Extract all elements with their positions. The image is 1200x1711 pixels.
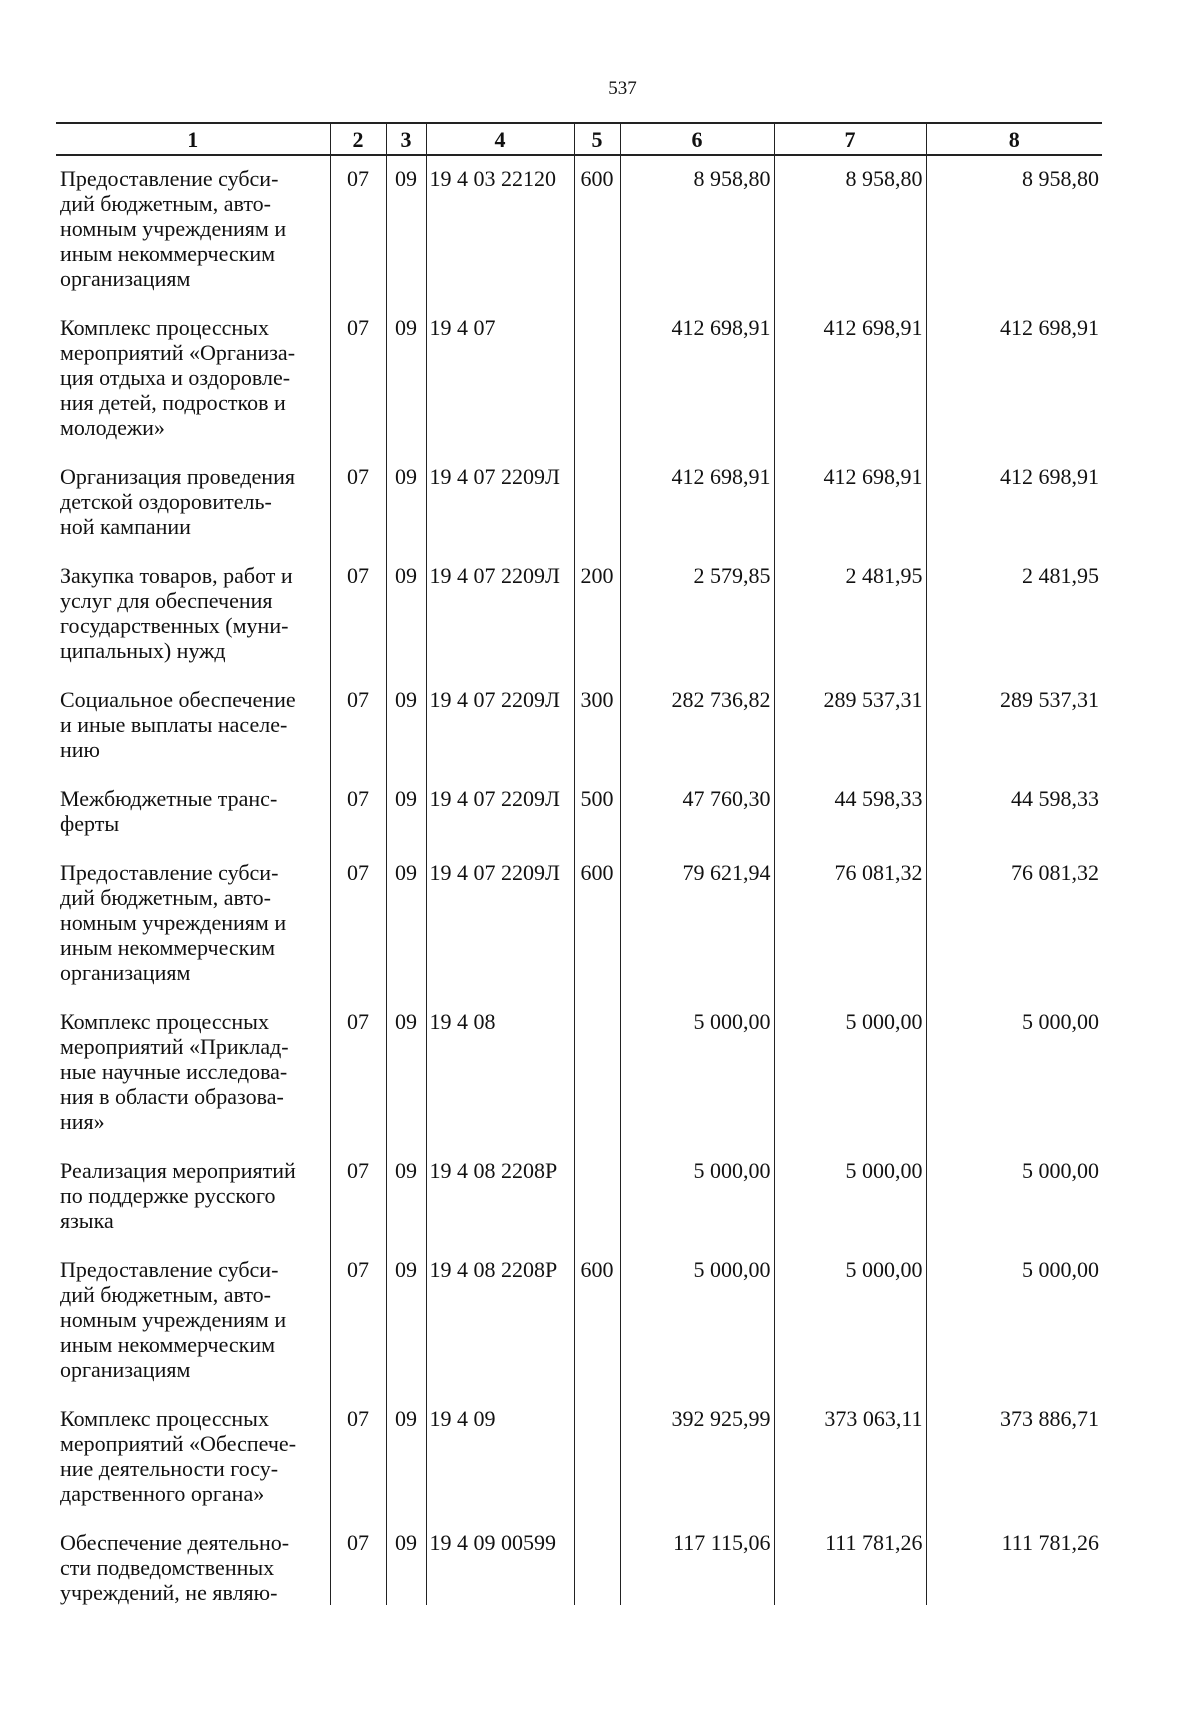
cell-section: 07 bbox=[330, 677, 386, 776]
cell-amount-col8: 5 000,00 bbox=[926, 1148, 1102, 1247]
table-row bbox=[56, 850, 1102, 999]
cell-amount-col7: 5 000,00 bbox=[774, 999, 926, 1148]
row-name: Комплекс процессных мероприятий «Обеспече- ние деятельности госу- дарственного органа» bbox=[60, 1406, 297, 1506]
cell-amount-col7: 5 000,00 bbox=[774, 1148, 926, 1247]
cell-amount-col8: 412 698,91 bbox=[926, 454, 1102, 553]
cell-amount-col6: 282 736,82 bbox=[620, 677, 774, 776]
cell-section: 07 bbox=[330, 553, 386, 677]
cell-amount-col7: 8 958,80 bbox=[774, 155, 926, 305]
cell-section: 07 bbox=[330, 454, 386, 553]
cell-subsection: 09 bbox=[386, 999, 426, 1148]
cell-expense-type: 600 bbox=[574, 155, 620, 305]
cell-amount-col8: 5 000,00 bbox=[926, 999, 1102, 1148]
table-row bbox=[56, 1396, 1102, 1520]
cell-amount-col8: 289 537,31 bbox=[926, 677, 1102, 776]
cell-amount-col6: 5 000,00 bbox=[620, 1148, 774, 1247]
cell-target-article: 19 4 09 bbox=[426, 1396, 574, 1520]
cell-subsection: 09 bbox=[386, 305, 426, 454]
cell-target-article: 19 4 07 2209Л bbox=[426, 454, 574, 553]
header-col-5: 5 bbox=[574, 123, 620, 155]
cell-amount-col7: 289 537,31 bbox=[774, 677, 926, 776]
cell-section: 07 bbox=[330, 1396, 386, 1520]
budget-table bbox=[56, 122, 1102, 1605]
header-col-2: 2 bbox=[330, 123, 386, 155]
cell-subsection: 09 bbox=[386, 1396, 426, 1520]
table-row bbox=[56, 305, 1102, 454]
cell-expense-type bbox=[574, 1520, 620, 1605]
cell-amount-col6: 2 579,85 bbox=[620, 553, 774, 677]
cell-amount-col7: 412 698,91 bbox=[774, 305, 926, 454]
table-row bbox=[56, 454, 1102, 553]
table-row bbox=[56, 776, 1102, 850]
row-name: Межбюджетные транс- ферты bbox=[60, 786, 278, 836]
row-name: Предоставление субси- дий бюджетным, авто- номным учреждениям и иным некоммерческим организациям bbox=[60, 166, 287, 291]
cell-target-article: 19 4 07 2209Л bbox=[426, 850, 574, 999]
cell-section: 07 bbox=[330, 305, 386, 454]
table-row bbox=[56, 1247, 1102, 1396]
cell-amount-col8: 111 781,26 bbox=[926, 1520, 1102, 1605]
row-name: Реализация мероприятий по поддержке русского языка bbox=[60, 1158, 296, 1233]
cell-expense-type: 500 bbox=[574, 776, 620, 850]
cell-target-article: 19 4 03 22120 bbox=[426, 155, 574, 305]
row-name: Обеспечение деятельно- сти подведомственных учреждений, не являю- bbox=[60, 1530, 290, 1605]
cell-expense-type: 600 bbox=[574, 1247, 620, 1396]
cell-subsection: 09 bbox=[386, 1520, 426, 1605]
cell-subsection: 09 bbox=[386, 1148, 426, 1247]
table-row bbox=[56, 677, 1102, 776]
cell-amount-col8: 412 698,91 bbox=[926, 305, 1102, 454]
cell-subsection: 09 bbox=[386, 776, 426, 850]
table-row bbox=[56, 155, 1102, 305]
cell-target-article: 19 4 08 2208Р bbox=[426, 1148, 574, 1247]
cell-expense-type bbox=[574, 999, 620, 1148]
cell-amount-col7: 5 000,00 bbox=[774, 1247, 926, 1396]
cell-target-article: 19 4 07 bbox=[426, 305, 574, 454]
cell-amount-col8: 2 481,95 bbox=[926, 553, 1102, 677]
cell-section: 07 bbox=[330, 1247, 386, 1396]
cell-amount-col6: 412 698,91 bbox=[620, 454, 774, 553]
cell-amount-col7: 111 781,26 bbox=[774, 1520, 926, 1605]
cell-amount-col6: 8 958,80 bbox=[620, 155, 774, 305]
cell-amount-col8: 8 958,80 bbox=[926, 155, 1102, 305]
cell-amount-col8: 44 598,33 bbox=[926, 776, 1102, 850]
header-col-8: 8 bbox=[926, 123, 1102, 155]
cell-amount-col7: 44 598,33 bbox=[774, 776, 926, 850]
cell-section: 07 bbox=[330, 1148, 386, 1247]
row-name: Организация проведения детской оздоровитель- ной кампании bbox=[60, 464, 295, 539]
cell-amount-col8: 373 886,71 bbox=[926, 1396, 1102, 1520]
cell-subsection: 09 bbox=[386, 1247, 426, 1396]
cell-expense-type bbox=[574, 454, 620, 553]
cell-expense-type bbox=[574, 1148, 620, 1247]
table-row bbox=[56, 553, 1102, 677]
cell-amount-col8: 5 000,00 bbox=[926, 1247, 1102, 1396]
cell-amount-col6: 79 621,94 bbox=[620, 850, 774, 999]
cell-expense-type bbox=[574, 1396, 620, 1520]
header-col-4: 4 bbox=[426, 123, 574, 155]
cell-section: 07 bbox=[330, 850, 386, 999]
cell-target-article: 19 4 08 2208Р bbox=[426, 1247, 574, 1396]
cell-amount-col8: 76 081,32 bbox=[926, 850, 1102, 999]
cell-amount-col7: 2 481,95 bbox=[774, 553, 926, 677]
cell-amount-col6: 5 000,00 bbox=[620, 1247, 774, 1396]
cell-amount-col7: 412 698,91 bbox=[774, 454, 926, 553]
table-row bbox=[56, 1520, 1102, 1605]
header-col-1: 1 bbox=[56, 123, 330, 155]
cell-section: 07 bbox=[330, 776, 386, 850]
cell-amount-col6: 47 760,30 bbox=[620, 776, 774, 850]
cell-amount-col6: 392 925,99 bbox=[620, 1396, 774, 1520]
cell-expense-type: 300 bbox=[574, 677, 620, 776]
cell-subsection: 09 bbox=[386, 677, 426, 776]
cell-subsection: 09 bbox=[386, 155, 426, 305]
row-name: Закупка товаров, работ и услуг для обеспечения государственных (муни- ципальных) нужд bbox=[60, 563, 293, 663]
cell-section: 07 bbox=[330, 1520, 386, 1605]
cell-target-article: 19 4 07 2209Л bbox=[426, 553, 574, 677]
page-number: 537 bbox=[608, 78, 637, 99]
header-col-7: 7 bbox=[774, 123, 926, 155]
cell-target-article: 19 4 08 bbox=[426, 999, 574, 1148]
header-col-3: 3 bbox=[386, 123, 426, 155]
table-row bbox=[56, 999, 1102, 1148]
row-name: Предоставление субси- дий бюджетным, авто- номным учреждениям и иным некоммерческим организациям bbox=[60, 860, 287, 985]
cell-expense-type: 200 bbox=[574, 553, 620, 677]
cell-section: 07 bbox=[330, 999, 386, 1148]
cell-target-article: 19 4 07 2209Л bbox=[426, 677, 574, 776]
row-name: Социальное обеспечение и иные выплаты населе- нию bbox=[60, 687, 296, 762]
cell-expense-type bbox=[574, 305, 620, 454]
header-col-6: 6 bbox=[620, 123, 774, 155]
cell-amount-col6: 412 698,91 bbox=[620, 305, 774, 454]
cell-target-article: 19 4 09 00599 bbox=[426, 1520, 574, 1605]
row-name: Комплекс процессных мероприятий «Организа- ция отдыха и оздоровле- ния детей, подростков и молодежи» bbox=[60, 315, 296, 440]
cell-amount-col6: 5 000,00 bbox=[620, 999, 774, 1148]
cell-subsection: 09 bbox=[386, 850, 426, 999]
table-row bbox=[56, 1148, 1102, 1247]
cell-subsection: 09 bbox=[386, 553, 426, 677]
row-name: Комплекс процессных мероприятий «Приклад- ные научные исследова- ния в области образова- ния» bbox=[60, 1009, 289, 1134]
cell-amount-col7: 373 063,11 bbox=[774, 1396, 926, 1520]
cell-amount-col6: 117 115,06 bbox=[620, 1520, 774, 1605]
row-name: Предоставление субси- дий бюджетным, авто- номным учреждениям и иным некоммерческим организациям bbox=[60, 1257, 287, 1382]
table-header-row bbox=[56, 123, 1102, 155]
cell-subsection: 09 bbox=[386, 454, 426, 553]
cell-amount-col7: 76 081,32 bbox=[774, 850, 926, 999]
cell-expense-type: 600 bbox=[574, 850, 620, 999]
cell-section: 07 bbox=[330, 155, 386, 305]
cell-target-article: 19 4 07 2209Л bbox=[426, 776, 574, 850]
